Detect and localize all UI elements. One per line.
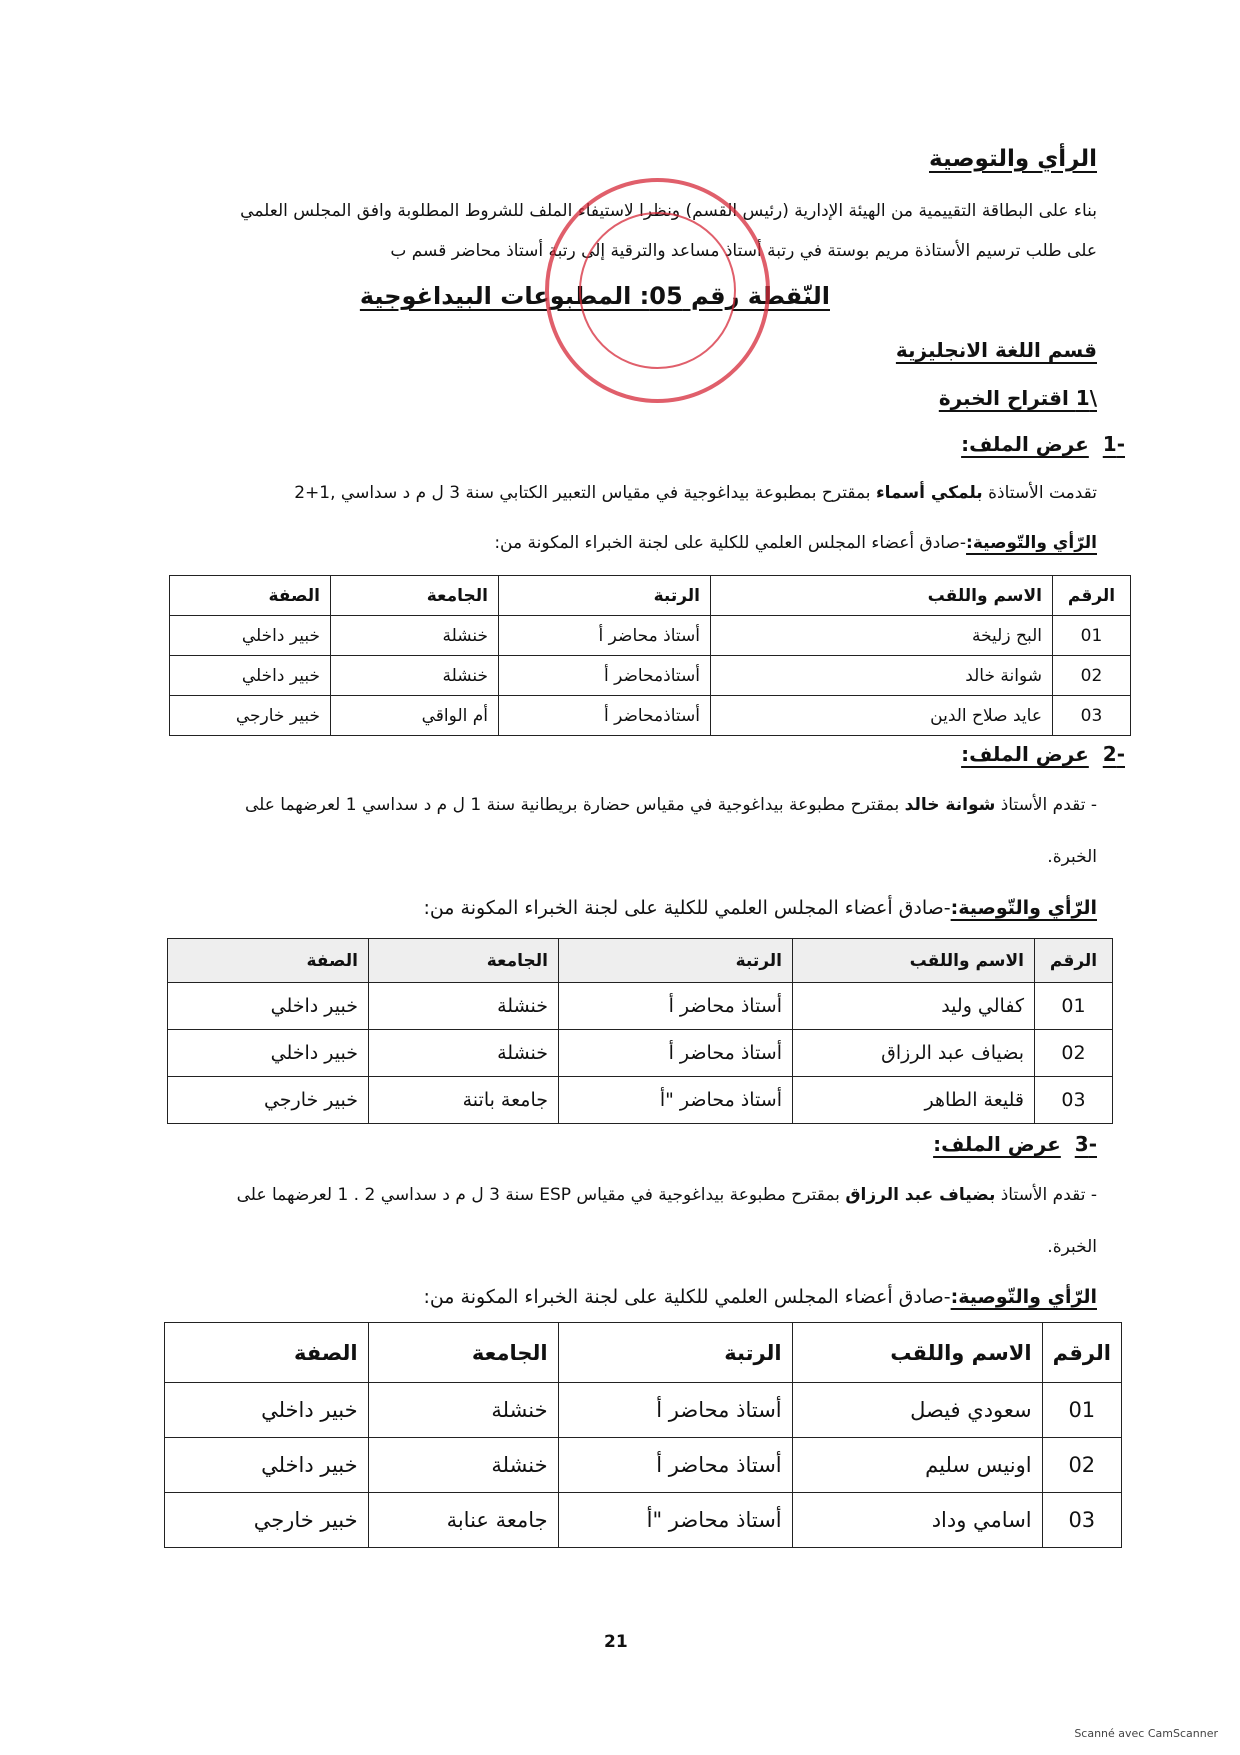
table-row (165, 1383, 1122, 1438)
cell-role: خبير خارجي (170, 696, 331, 736)
header-university: الجامعة (368, 1323, 558, 1383)
table-row (170, 656, 1131, 696)
section-1-header (961, 432, 1125, 456)
cell-university: خنشلة (331, 616, 499, 656)
cell-name: عايد صلاح الدين (711, 696, 1053, 736)
header-university: الجامعة (331, 576, 499, 616)
cell-number: 01 (1035, 983, 1113, 1030)
header-role: الصفة (168, 939, 369, 983)
experts-table-1 (169, 575, 1131, 736)
cell-name: بضياف عبد الرزاق (793, 1030, 1035, 1077)
section-3-body (237, 1180, 1097, 1210)
table-row (170, 696, 1131, 736)
opinion-text: -صادق أعضاء المجلس العلمي للكلية على لجنة الخبراء المكونة من: (423, 1286, 951, 1308)
section-3-body-cont: الخبرة. (1047, 1237, 1097, 1257)
scanner-watermark: Scanné avec CamScanner (1074, 1727, 1218, 1740)
opinion-text: -صادق أعضاء المجلس العلمي للكلية على لجنة الخبراء المكونة من: (423, 897, 951, 919)
point-title: النّقطة رقم 05: المطبوعات البيداغوجية (359, 282, 830, 310)
section-label: عرض الملف: (961, 432, 1089, 456)
candidate-name: شوانة خالد (904, 795, 996, 815)
page-number: 21 (604, 1632, 628, 1652)
section-number: -1 (1102, 432, 1125, 456)
table-header-row (165, 1323, 1122, 1383)
section-number: -3 (1074, 1132, 1097, 1156)
opinion-label: الرّأي والتّوصية: (966, 533, 1097, 553)
table-row (168, 983, 1113, 1030)
cell-number: 02 (1053, 656, 1131, 696)
cell-university: أم الواقي (331, 696, 499, 736)
header-university: الجامعة (369, 939, 559, 983)
stamp-inner-ring (579, 212, 736, 369)
header-number: الرقم (1035, 939, 1113, 983)
experts-table-3 (164, 1322, 1122, 1548)
cell-university: خنشلة (369, 1030, 559, 1077)
section-label: عرض الملف: (933, 1132, 1061, 1156)
candidate-name: بلمكي أسماء (875, 483, 983, 503)
cell-role: خبير داخلي (168, 983, 369, 1030)
header-rank: الرتبة (558, 1323, 792, 1383)
table-row (165, 1493, 1122, 1548)
table-header-row (170, 576, 1131, 616)
cell-rank: أستاذ محاضر "أ (558, 1493, 792, 1548)
header-rank: الرتبة (559, 939, 793, 983)
intro-line-1: بناء على البطاقة التقييمية من الهيئة الإدارية (رئيس القسم) ونظرا لاستيفاء الملف للشروط المطلوبة وافق المجلس العلمي (240, 201, 1097, 221)
experts-table-2 (167, 938, 1113, 1124)
section-number: -2 (1102, 742, 1125, 766)
cell-name: البح زليخة (711, 616, 1053, 656)
cell-rank: أستاذ محاضر أ (558, 1383, 792, 1438)
cell-rank: أستاذ محاضر أ (559, 983, 793, 1030)
cell-role: خبير داخلي (168, 1030, 369, 1077)
cell-role: خبير داخلي (165, 1438, 369, 1493)
header-rank: الرتبة (499, 576, 711, 616)
header-role: الصفة (165, 1323, 369, 1383)
header-name: الاسم واللقب (793, 939, 1035, 983)
table-row (165, 1438, 1122, 1493)
table-header-row (168, 939, 1113, 983)
cell-role: خبير داخلي (165, 1383, 369, 1438)
cell-number: 03 (1035, 1077, 1113, 1124)
cell-rank: أستاذ محاضر "أ (559, 1077, 793, 1124)
cell-university: خنشلة (368, 1383, 558, 1438)
section-2-body (245, 790, 1097, 820)
table-row (170, 616, 1131, 656)
cell-role: خبير داخلي (170, 616, 331, 656)
section-label: عرض الملف: (961, 742, 1089, 766)
department-title: قسم اللغة الانجليزية (895, 338, 1097, 362)
cell-university: جامعة عنابة (368, 1493, 558, 1548)
body-prefix: - تقدم الأستاذ (995, 795, 1097, 815)
cell-name: اونيس سليم (792, 1438, 1042, 1493)
cell-role: خبير داخلي (170, 656, 331, 696)
section-2-opinion (423, 893, 1097, 923)
body-suffix: بمقترح مطبوعة بيداغوجية في مقياس حضارة بريطانية سنة 1 ل م د سداسي 1 لعرضهما على (244, 795, 905, 815)
cell-name: كفالي وليد (793, 983, 1035, 1030)
body-prefix: تقدمت الأستاذة (982, 483, 1097, 503)
cell-rank: أستاذ محاضر أ (558, 1438, 792, 1493)
cell-rank: أستاذ محاضر أ (499, 616, 711, 656)
cell-number: 01 (1042, 1383, 1121, 1438)
cell-number: 01 (1053, 616, 1131, 656)
table-row (168, 1077, 1113, 1124)
section-1-body (294, 478, 1097, 508)
cell-name: قليعة الطاهر (793, 1077, 1035, 1124)
table-row (168, 1030, 1113, 1077)
header-name: الاسم واللقب (792, 1323, 1042, 1383)
opinion-text: -صادق أعضاء المجلس العلمي للكلية على لجنة الخبراء المكونة من: (494, 533, 967, 553)
body-suffix: بمقترح مطبوعة بيداغوجية في مقياس ESP سنة 3 ل م د سداسي 2 . 1 لعرضهما على (236, 1185, 846, 1205)
body-suffix: بمقترح بمطبوعة بيداغوجية في مقياس التعبير الكتابي سنة 3 ل م د سداسي ,1+2 (294, 483, 876, 503)
header-role: الصفة (170, 576, 331, 616)
cell-number: 02 (1035, 1030, 1113, 1077)
header-number: الرقم (1042, 1323, 1121, 1383)
header-name: الاسم واللقب (711, 576, 1053, 616)
cell-university: جامعة باتنة (369, 1077, 559, 1124)
opinion-label: الرّأي والتّوصية: (950, 1286, 1097, 1308)
section-1-opinion (494, 528, 1097, 558)
cell-rank: أستاذ محاضر أ (559, 1030, 793, 1077)
section-2-body-cont: الخبرة. (1047, 847, 1097, 867)
cell-number: 03 (1053, 696, 1131, 736)
intro-line-2: على طلب ترسيم الأستاذة مريم بوستة في رتبة أستاذ مساعد والترقية إلى رتبة أستاذ محاضر قسم ب (390, 241, 1097, 261)
section-3-header (933, 1132, 1097, 1156)
candidate-name: بضياف عبد الرزاق (845, 1185, 996, 1205)
opinion-label: الرّأي والتّوصية: (950, 897, 1097, 919)
section-3-opinion (423, 1282, 1097, 1312)
page-heading: الرأي والتوصية (929, 146, 1097, 172)
header-number: الرقم (1053, 576, 1131, 616)
cell-name: اسامي وداد (792, 1493, 1042, 1548)
cell-number: 02 (1042, 1438, 1121, 1493)
section-2-header (961, 742, 1125, 766)
cell-number: 03 (1042, 1493, 1121, 1548)
cell-university: خنشلة (368, 1438, 558, 1493)
cell-university: خنشلة (331, 656, 499, 696)
cell-rank: أستاذمحاضر أ (499, 696, 711, 736)
cell-rank: أستاذمحاضر أ (499, 656, 711, 696)
cell-name: شوانة خالد (711, 656, 1053, 696)
cell-university: خنشلة (369, 983, 559, 1030)
cell-role: خبير خارجي (168, 1077, 369, 1124)
official-stamp (545, 178, 770, 403)
expertise-heading: \1 اقتراح الخبرة (938, 386, 1097, 410)
cell-name: سعودي فيصل (792, 1383, 1042, 1438)
cell-role: خبير خارجي (165, 1493, 369, 1548)
body-prefix: - تقدم الأستاذ (995, 1185, 1097, 1205)
